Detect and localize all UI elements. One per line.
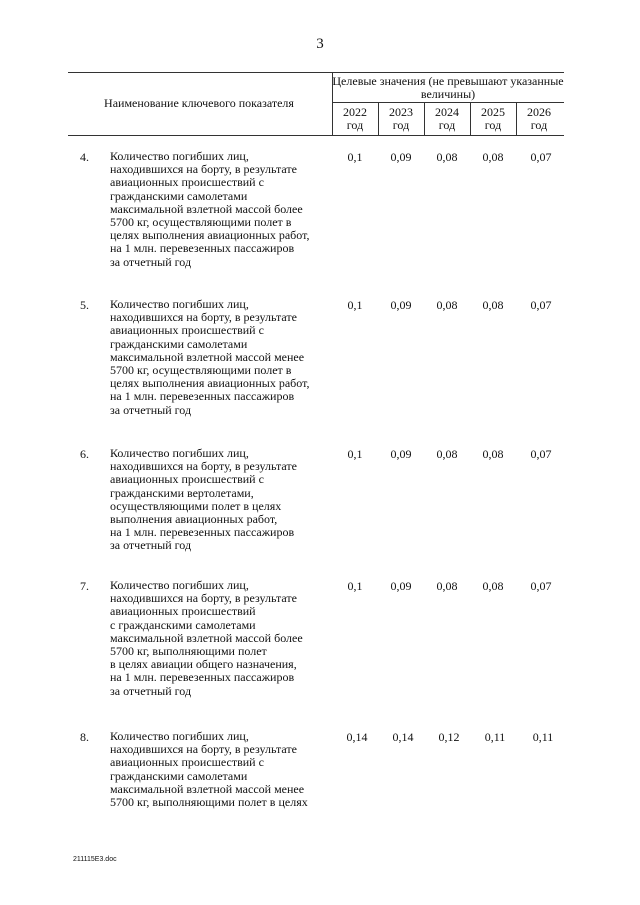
year-label: 2026 <box>527 105 551 119</box>
year-label: 2024 <box>435 105 459 119</box>
year-unit: год <box>438 118 456 132</box>
row-number: 7. <box>80 579 89 593</box>
table-header-bottom-rule <box>68 135 564 136</box>
year-unit: год <box>484 118 502 132</box>
value-2022: 0,1 <box>347 447 363 461</box>
value-2023: 0,09 <box>390 298 412 312</box>
year-header-2024 <box>424 106 470 132</box>
value-2025: 0,11 <box>484 730 506 744</box>
value-2026: 0,07 <box>530 298 552 312</box>
value-2022: 0,1 <box>347 298 363 312</box>
value-2025: 0,08 <box>482 150 504 164</box>
value-2026: 0,07 <box>530 150 552 164</box>
indicator-description: Количество погибших лиц, находившихся на борту, в результате авиационных происшествий с гражданскими самолетами максимальной взлетной массой более 5700 кг, осуществляющими полет в целях выполнения авиационных работ, на 1 млн. перевезенных пассажиров за отчетный год <box>110 149 310 269</box>
year-header-2022 <box>332 106 378 132</box>
year-unit: год <box>392 118 410 132</box>
year-unit: год <box>346 118 364 132</box>
year-unit: год <box>530 118 548 132</box>
row-number: 4. <box>80 150 89 164</box>
value-2023: 0,09 <box>390 447 412 461</box>
indicator-description: Количество погибших лиц, находившихся на борту, в результате авиационных происшествий с гражданскими самолетами максимальной взлетной массой более 5700 кг, выполняющими полет в целях авиации общего назначения, на 1 млн. перевезенных пассажиров за отчетный год <box>110 578 303 698</box>
value-2025: 0,08 <box>482 579 504 593</box>
value-2024: 0,12 <box>438 730 460 744</box>
value-2025: 0,08 <box>482 447 504 461</box>
row-number: 6. <box>80 447 89 461</box>
value-2024: 0,08 <box>436 579 458 593</box>
value-2022: 0,1 <box>347 579 363 593</box>
target-header-rule <box>332 102 564 103</box>
year-header-2025 <box>470 106 516 132</box>
year-label: 2023 <box>389 105 413 119</box>
page-number: 3 <box>316 36 324 52</box>
indicator-name-header: Наименование ключевого показателя <box>104 96 294 110</box>
value-2022: 0,1 <box>347 150 363 164</box>
file-name-footer: 211115E3.doc <box>73 856 117 863</box>
value-2022: 0,14 <box>346 730 368 744</box>
year-label: 2022 <box>343 105 367 119</box>
target-values-header: Целевые значения (не превышают указанные величины) <box>332 74 564 101</box>
indicator-description: Количество погибших лиц, находившихся на борту, в результате авиационных происшествий с гражданскими вертолетами, осуществляющими полет в целях выполнения авиационных работ, на 1 млн. перевезенных пассажиров за отчетный год <box>110 446 297 553</box>
indicator-description: Количество погибших лиц, находившихся на борту, в результате авиационных происшествий с гражданскими самолетами максимальной взлетной массой менее 5700 кг, выполняющими полет в целях <box>110 729 308 810</box>
year-label: 2025 <box>481 105 505 119</box>
value-2024: 0,08 <box>436 150 458 164</box>
indicator-description: Количество погибших лиц, находившихся на борту, в результате авиационных происшествий с гражданскими самолетами максимальной взлетной массой менее 5700 кг, осуществляющими полет в целях выполнения авиационных работ, на 1 млн. перевезенных пассажиров за отчетный год <box>110 297 310 417</box>
value-2024: 0,08 <box>436 447 458 461</box>
row-number: 8. <box>80 730 89 744</box>
value-2025: 0,08 <box>482 298 504 312</box>
value-2024: 0,08 <box>436 298 458 312</box>
table-top-rule <box>68 72 564 73</box>
value-2023: 0,14 <box>392 730 414 744</box>
value-2023: 0,09 <box>390 579 412 593</box>
year-header-2023 <box>378 106 424 132</box>
year-header-2026 <box>516 106 562 132</box>
value-2026: 0,07 <box>530 447 552 461</box>
row-number: 5. <box>80 298 89 312</box>
value-2026: 0,07 <box>530 579 552 593</box>
value-2023: 0,09 <box>390 150 412 164</box>
value-2026: 0,11 <box>532 730 554 744</box>
